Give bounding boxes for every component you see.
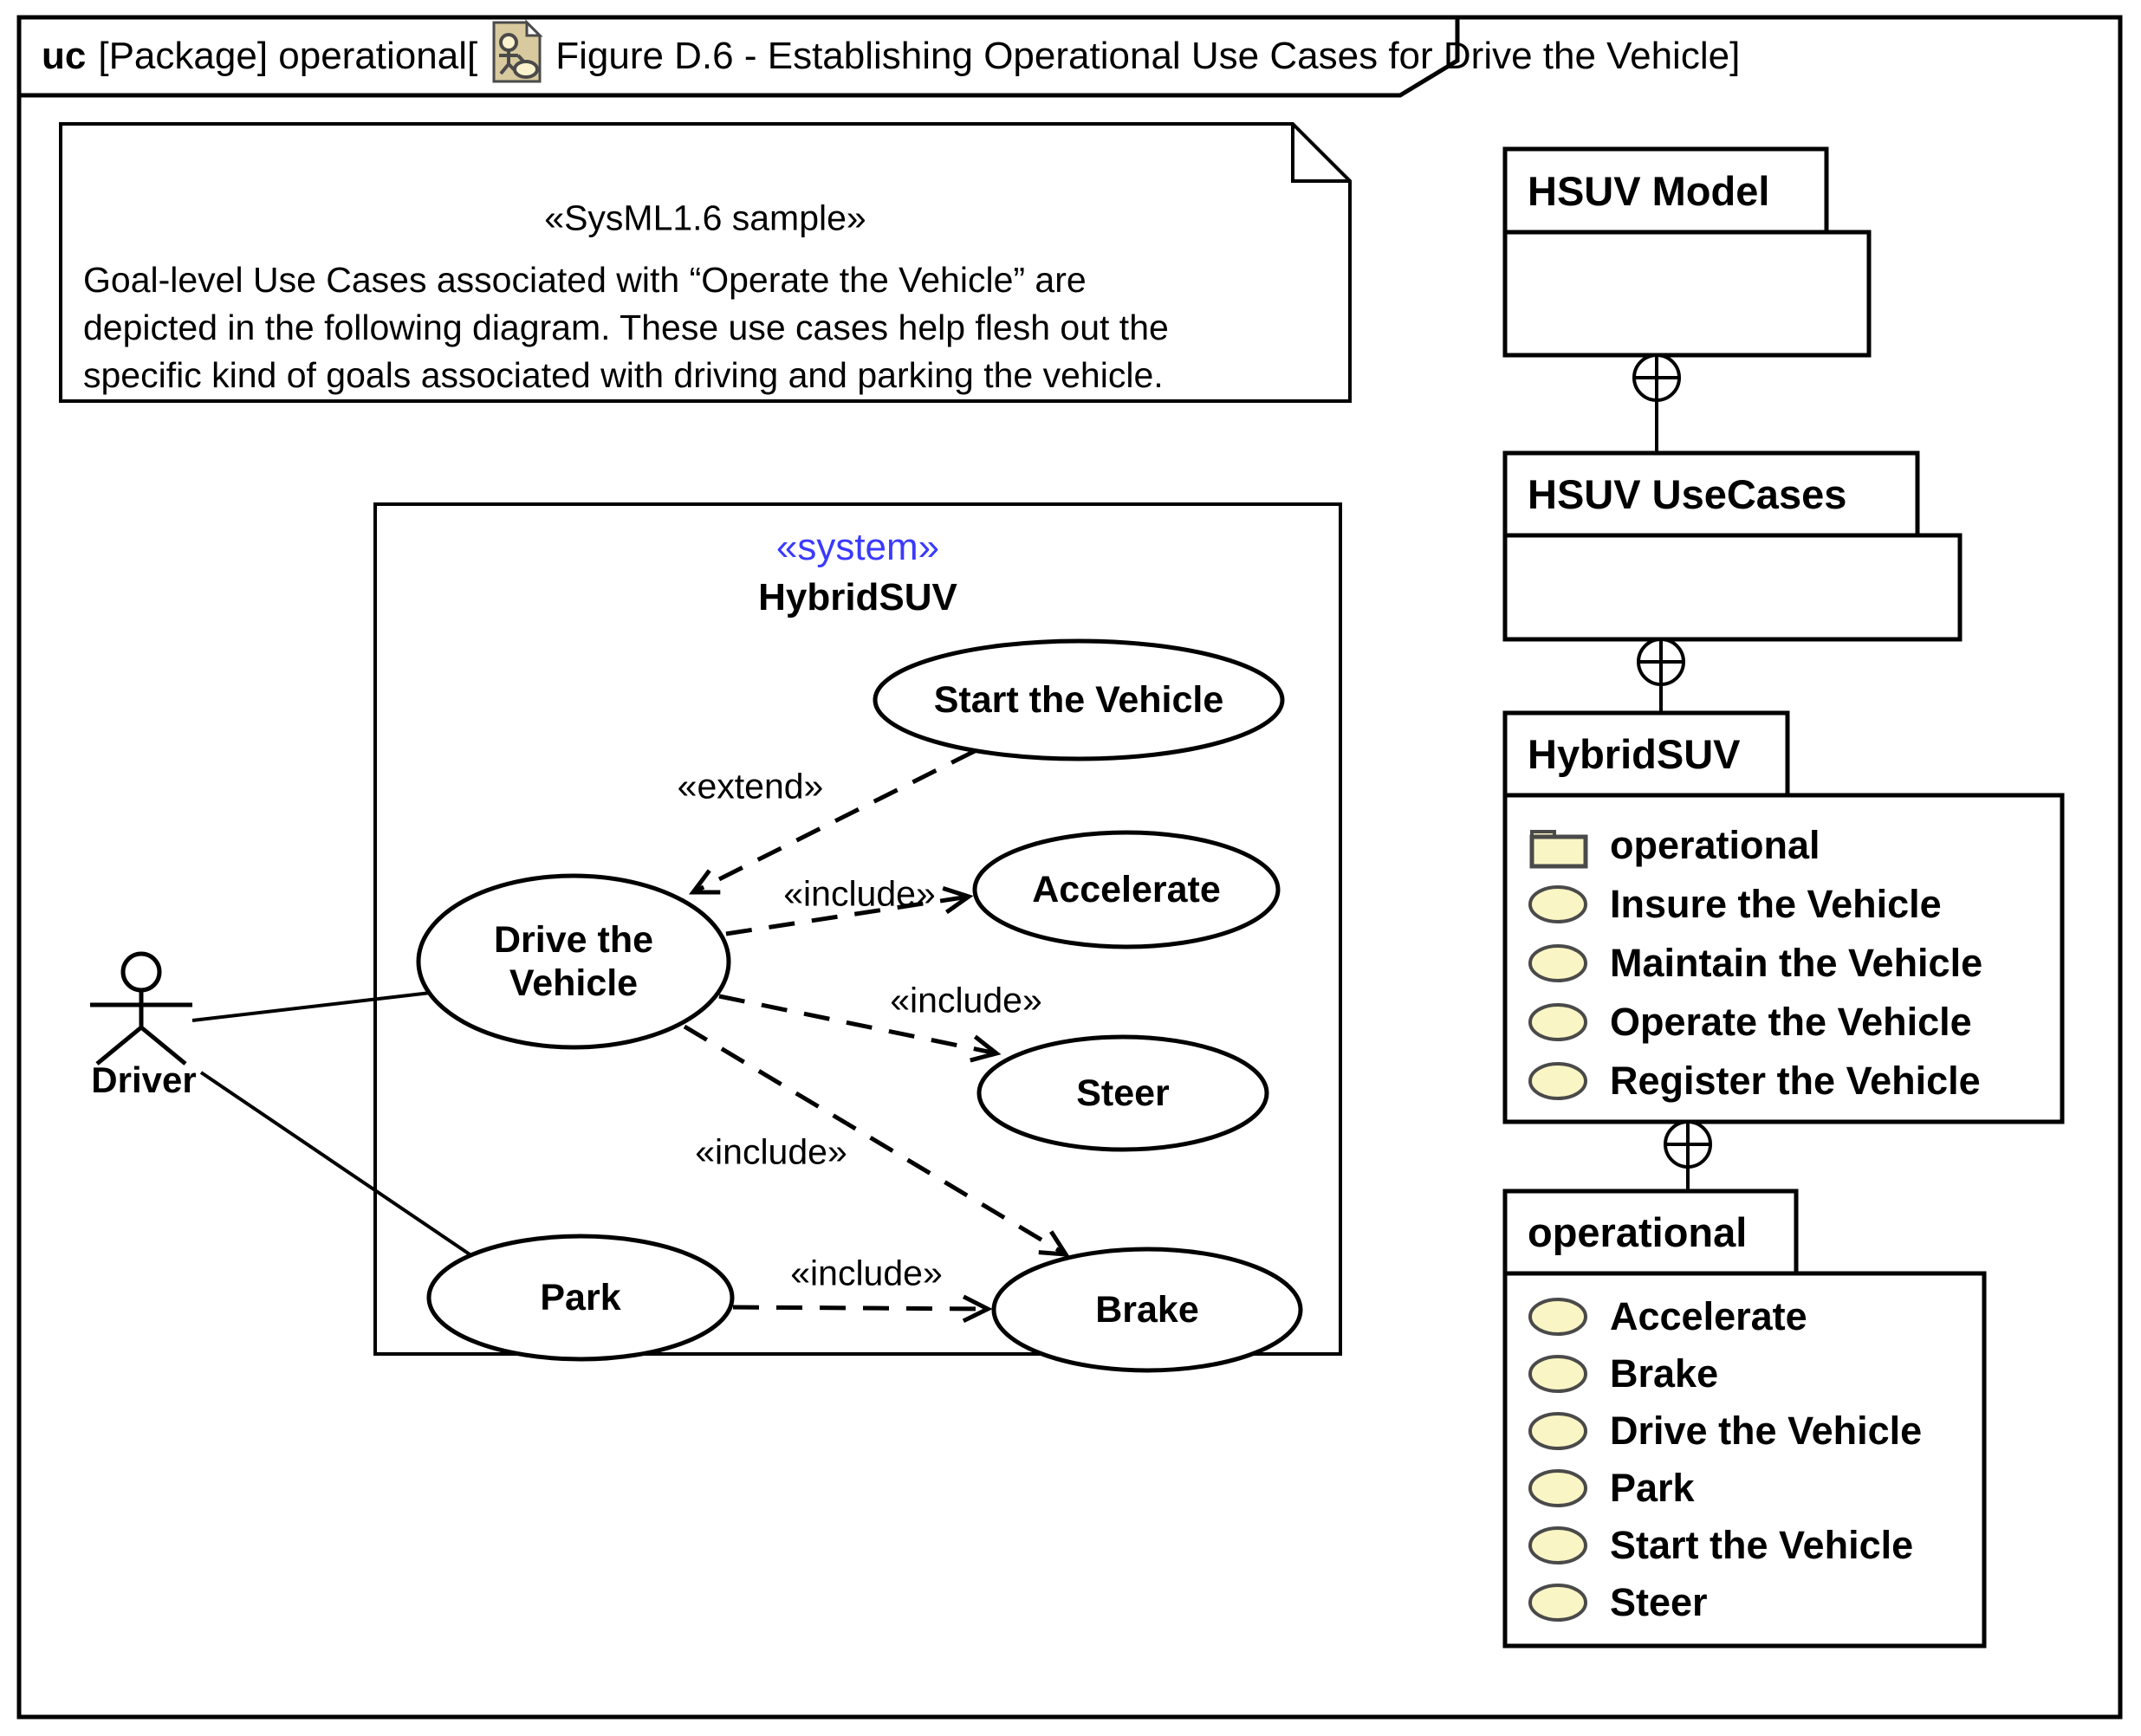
include-label-steer: «include» (890, 980, 1042, 1020)
use-case-icon (1527, 1059, 1593, 1103)
pkg-item-start (1527, 1519, 1913, 1571)
package-hybridsuv-title: HybridSUV (1528, 731, 1741, 777)
usecase-steer-label: Steer (1076, 1072, 1170, 1114)
pkg-item-operational (1527, 819, 1820, 871)
actor-left-leg (97, 1027, 141, 1064)
pkg-item-label: Drive the Vehicle (1610, 1409, 1923, 1453)
pkg-item-label: Park (1610, 1466, 1695, 1510)
pkg-item-brake (1527, 1348, 1718, 1400)
frame-context-label: [Package] operational[ (98, 35, 478, 77)
frame-kind-label: uc (42, 35, 87, 77)
use-case-icon (1527, 1581, 1593, 1624)
system-name: HybridSUV (758, 576, 957, 619)
use-case-icon (1527, 883, 1593, 926)
containment-symbol-1 (1634, 355, 1679, 400)
usecase-accelerate-label: Accelerate (1032, 869, 1221, 910)
frame-header (42, 17, 1740, 95)
use-case-diagram-icon (490, 19, 543, 94)
use-case-icon (1527, 1001, 1593, 1044)
actor-right-leg (141, 1027, 185, 1064)
note-text-line1: Goal-level Use Cases associated with “Operate the Vehicle” are (83, 260, 1087, 300)
use-case-icon (1527, 942, 1593, 985)
pkg-item-drive (1527, 1405, 1922, 1457)
pkg-item-label: Start the Vehicle (1610, 1523, 1914, 1567)
include-label-accelerate: «include» (783, 873, 936, 914)
include-label-park-brake: «include» (790, 1253, 943, 1293)
usecase-drive-label-line1: Drive the (493, 919, 654, 961)
containment-symbol-2 (1638, 639, 1684, 684)
pkg-item-label: Brake (1610, 1351, 1719, 1396)
usecase-brake-label: Brake (1095, 1289, 1199, 1331)
note-text (83, 256, 1314, 399)
pkg-item-steer (1527, 1577, 1708, 1629)
package-hsuv-model-body (1505, 232, 1869, 355)
actor-head (123, 954, 159, 990)
pkg-item-register (1527, 1055, 1981, 1107)
pkg-item-accelerate (1527, 1291, 1807, 1343)
pkg-item-maintain (1527, 937, 1982, 989)
package-operational-title: operational (1528, 1209, 1748, 1255)
actor-driver-figure (90, 954, 192, 1064)
frame-title-label: Figure D.6 - Establishing Operational Use Cases for Drive the Vehicle] (555, 35, 1741, 77)
pkg-item-label: operational (1610, 823, 1820, 867)
package-hsuv-usecases-title: HSUV UseCases (1528, 471, 1847, 517)
pkg-item-label: Register the Vehicle (1610, 1059, 1981, 1103)
pkg-item-park (1527, 1462, 1695, 1514)
containment-symbol-3 (1665, 1122, 1710, 1167)
use-case-icon (1527, 1467, 1593, 1510)
package-hsuv-model-title: HSUV Model (1528, 167, 1770, 214)
include-label-brake: «include» (695, 1131, 847, 1172)
usecase-drive-label-line2: Vehicle (509, 962, 639, 1004)
note-stereotype: «SysML1.6 sample» (544, 198, 866, 238)
use-case-icon (1527, 1352, 1593, 1396)
pkg-item-insure (1527, 878, 1942, 930)
pkg-item-label: Accelerate (1610, 1294, 1807, 1338)
usecase-park-label: Park (540, 1277, 621, 1318)
system-stereotype: «system» (775, 526, 940, 568)
package-hsuv-usecases-body (1505, 535, 1960, 639)
package-icon (1527, 821, 1593, 870)
use-case-icon (1527, 1409, 1593, 1453)
extend-label: «extend» (677, 766, 824, 806)
pkg-item-operate (1527, 996, 1972, 1048)
use-case-icon (1527, 1295, 1593, 1338)
usecase-drive-label (494, 918, 653, 1005)
pkg-item-label: Insure the Vehicle (1610, 882, 1942, 926)
pkg-item-label: Operate the Vehicle (1610, 1000, 1972, 1044)
pkg-item-label: Maintain the Vehicle (1610, 941, 1983, 985)
use-case-icon (1527, 1524, 1593, 1567)
note-text-line2: depicted in the following diagram. These use cases help flesh out the (83, 308, 1169, 347)
note-text-line3: specific kind of goals associated with driving and parking the vehicle. (83, 355, 1164, 395)
usecase-start-label: Start the Vehicle (933, 679, 1224, 721)
pkg-item-label: Steer (1610, 1580, 1708, 1624)
actor-driver-label: Driver (91, 1059, 197, 1100)
